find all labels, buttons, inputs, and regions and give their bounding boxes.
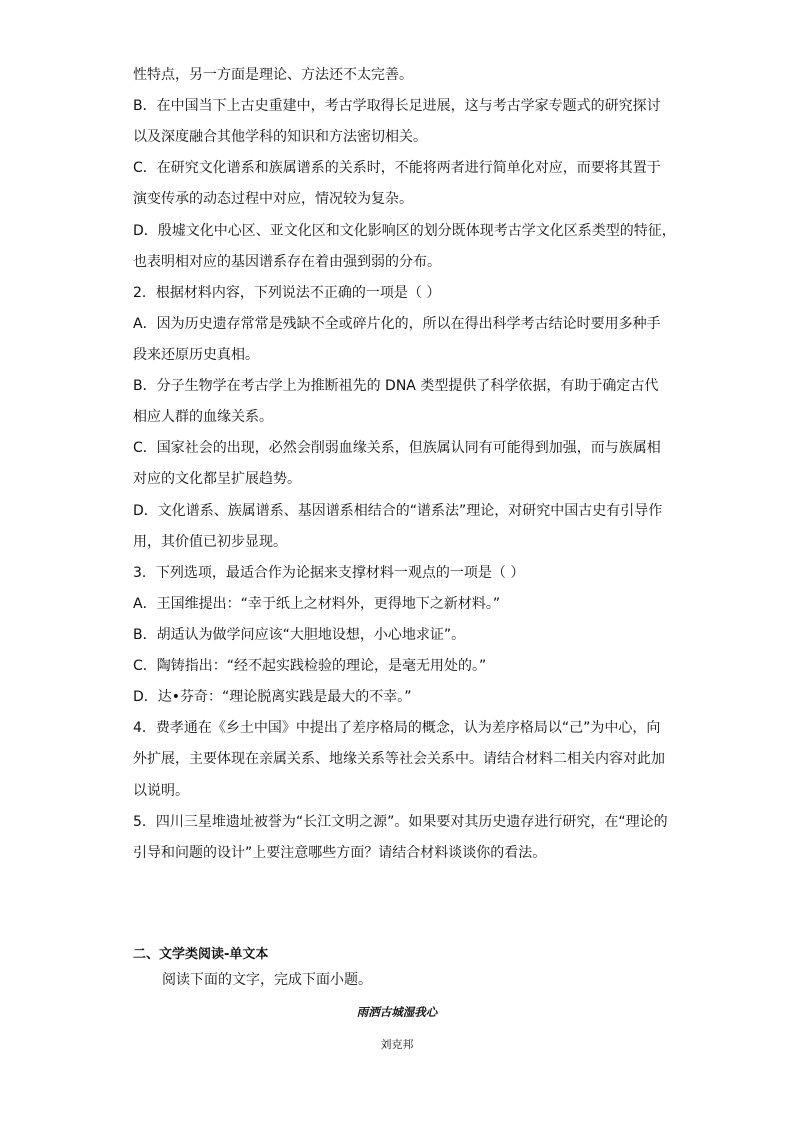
text-line: 外扩展，主要体现在亲属关系、地缘关系等社会关系中。请结合材料二相关内容对此加 xyxy=(133,751,665,767)
text-line: 以说明。 xyxy=(133,783,189,799)
option-c-line: C．在研究文化谱系和族属谱系的关系时，不能将两者进行简单化对应，而要将其置于 xyxy=(133,160,661,176)
option-d-line: D．殷墟文化中心区、亚文化区和文化影响区的划分既体现考古学文化区系类型的特征， xyxy=(133,223,676,239)
option-a-line: A．因为历史遗存常常是残缺不全或碎片化的，所以在得出科学考古结论时要用多种手 xyxy=(133,316,661,332)
option-a-line: A．王国维提出：“幸于纸上之材料外，更得地下之新材料。” xyxy=(133,596,501,612)
text-line: 引导和问题的设计”上要注意哪些方面？请结合材料谈谈你的看法。 xyxy=(133,845,547,861)
text-line: 以及深度融合其他学科的知识和方法密切相关。 xyxy=(133,129,427,145)
option-b-line: B．在中国当下上古史重建中，考古学取得长足进展，这与考古学家专题式的研究探讨 xyxy=(133,98,661,114)
text-line: 用，其价值已初步显现。 xyxy=(133,534,287,550)
question-5: 5．四川三星堆遗址被誉为“长江文明之源”。如果要对其历史遗存进行研究，在“理论的 xyxy=(133,814,668,830)
instruction-text: 阅读下面的文字，完成下面小题。 xyxy=(162,972,372,988)
option-b-line: B．分子生物学在考古学上为推断祖先的 DNA 类型提供了科学依据，有助于确定古代 xyxy=(133,378,659,394)
text-line: 对应的文化都呈扩展趋势。 xyxy=(133,471,301,487)
option-c-line: C．国家社会的出现，必然会削弱血缘关系，但族属认同有可能得到加强，而与族属相 xyxy=(133,440,661,456)
article-author: 刘克邦 xyxy=(380,1038,414,1051)
text-line: 性特点，另一方面是理论、方法还不太完善。 xyxy=(133,67,413,83)
section-heading: 二、文学类阅读-单文本 xyxy=(133,947,269,962)
option-d-line: D．文化谱系、族属谱系、基因谱系相结合的“谱系法”理论，对研究中国古史有引导作 xyxy=(133,503,663,519)
option-c-line: C．陶铸指出：“经不起实践检验的理论，是毫无用处的。” xyxy=(133,658,487,674)
option-b-line: B．胡适认为做学问应该“大胆地设想，小心地求证”。 xyxy=(133,627,466,643)
article-title: 雨洒古城湿我心 xyxy=(356,1005,438,1019)
question-2: 2．根据材料内容，下列说法不正确的一项是（ ） xyxy=(133,285,441,301)
question-4: 4．费孝通在《乡土中国》中提出了差序格局的概念，认为差序格局以“己”为中心，向 xyxy=(133,720,661,736)
text-line: 演变传承的动态过程中对应，情况较为复杂。 xyxy=(133,191,413,207)
text-line: 也表明相对应的基因谱系存在着由强到弱的分布。 xyxy=(133,254,441,270)
question-3: 3．下列选项，最适合作为论据来支撑材料一观点的一项是（ ） xyxy=(133,565,525,581)
text-line: 相应人群的血缘关系。 xyxy=(133,409,273,425)
option-d-line: D．达•芬奇：“理论脱离实践是最大的不幸。” xyxy=(133,689,412,705)
text-line: 段来还原历史真相。 xyxy=(133,347,259,363)
